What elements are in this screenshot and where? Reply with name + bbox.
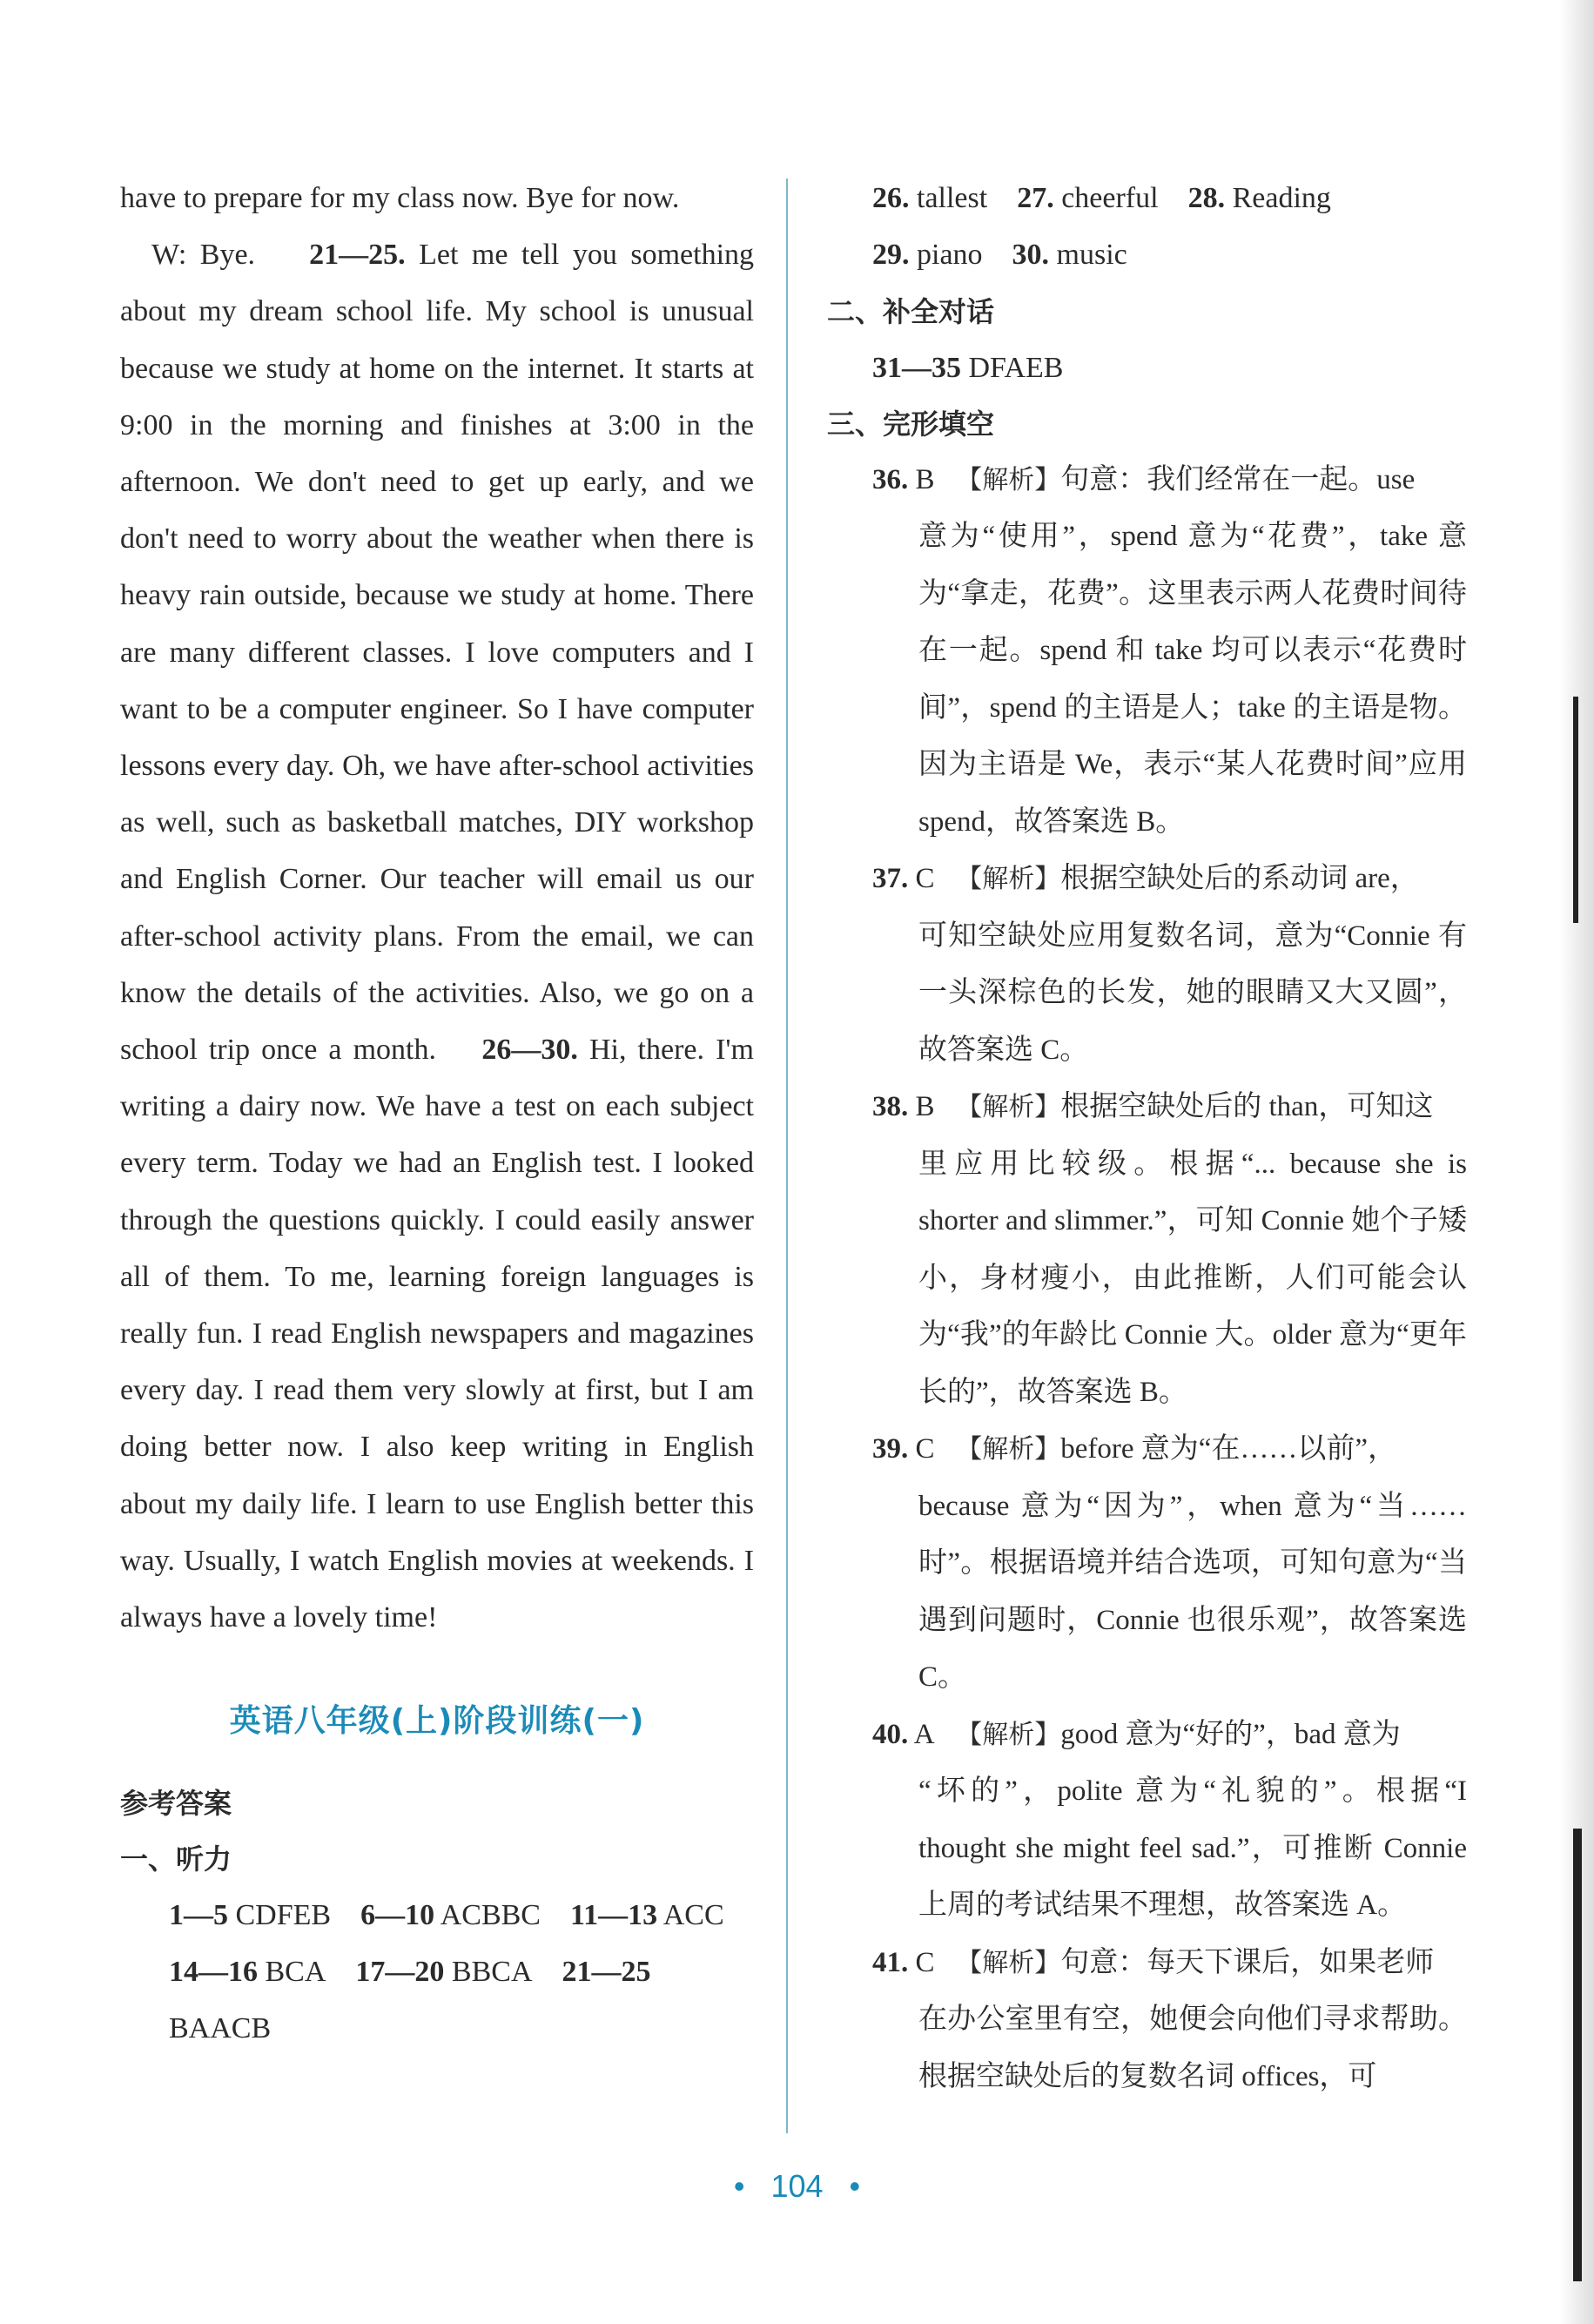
page-edge-mark [1573,1829,1582,2281]
answer-value: ACC [662,1899,724,1932]
right-column [827,170,1467,2105]
answer-num: 27. [1017,182,1054,214]
item-body: “坏的”，polite 意为“礼貌的”。根据“I thought she might feel sad.”，可推断 Connie 上周的考试结果不理想，故答案选 A。 [918,1775,1467,1922]
item-text: 句意：我们经常在一起。use [1060,463,1416,495]
fill-answer-row [827,226,1467,283]
page-footer [0,2168,1594,2205]
analysis-tag: 【解析】 [956,464,1061,495]
answer-num: 30. [1012,239,1050,272]
answer-value: CDFEB [235,1899,332,1932]
item-answer: B [915,1091,935,1123]
analysis-tag: 【解析】 [956,1719,1061,1750]
answer-num: 1—5 [169,1899,228,1932]
item-first-line [827,851,1467,908]
listening-answer-row [120,1887,754,1943]
item-first-line [827,1707,1467,1764]
cloze-item [827,1079,1467,1421]
paragraph [120,226,754,1646]
item-answer: C [915,863,935,895]
column-divider [786,179,788,2133]
left-column [120,170,754,2057]
item-text: good 意为“好的”，bad 意为 [1060,1718,1401,1750]
dialog-heading: 二、补全对话 [827,294,995,328]
item-text: before 意为“在……以前”， [1060,1433,1397,1465]
item-body: 里应用比较级。根据“... because she is shorter and slimmer.”，可知 Connie 她个子矮小，身材瘦小，由此推断，人们可能会认为“我”的年龄比 Connie 大。older 意为“更年长的”，故答案选 B。 [918,1148,1467,1408]
item-number: 37. [872,863,909,895]
speaker-label: W: Bye. [151,239,256,272]
dialog-answer-row [827,340,1467,396]
item-number: 39. [872,1433,909,1465]
bullet-right: • [849,2168,861,2204]
cloze-item [827,1707,1467,1935]
answer-value: cheerful [1061,182,1159,214]
item-number: 38. [872,1091,909,1123]
answer-num: 26. [872,182,910,214]
analysis-tag: 【解析】 [956,864,1061,895]
answer-value: BBCA [451,1956,533,1989]
analysis-tag: 【解析】 [956,1092,1061,1123]
item-number: 36. [872,463,909,495]
section-title: 英语八年级(上)阶段训练(一) [229,1703,645,1740]
answer-value: piano [917,239,983,272]
paragraph: have to prepare for my class now. Bye for now. [120,182,680,214]
answer-value: DFAEB [968,351,1064,384]
answer-value: Reading [1232,182,1331,214]
question-range: 21—25. [309,239,406,272]
cloze-heading: 三、完形填空 [827,407,995,441]
item-text: 根据空缺处后的 than，可知这 [1060,1091,1434,1123]
cloze-item [827,851,1467,1079]
page-edge-mark [1573,697,1578,923]
answer-num: 14—16 [169,1956,258,1989]
answer-value: tallest [917,182,988,214]
listening-answer-row [120,1943,754,2057]
answer-value: music [1056,239,1127,272]
bullet-left: • [733,2168,745,2204]
question-range: 26—30. [481,1034,578,1067]
item-answer: C [915,1946,935,1978]
answer-num: 21—25 [562,1956,651,1989]
answer-num: 29. [872,239,910,272]
item-text: 根据空缺处后的系动词 are， [1060,863,1419,895]
answer-num: 28. [1187,182,1226,214]
paragraph-text: Hi, there. I'm writing a dairy now. We have a test on each subject every term. Today we had an English test. I looked through the questions quickly. I could easily answer all of them. To me, learning foreign languages is really fun. I read English newspapers and magazines every day. I read them very slowly at first, but I am doing better now. I also keep writing in English about my daily life. I learn to use English better this way. Usually, I watch English movies at weekends. I always have a lovely time! [120,1034,754,1634]
item-body: 意为“使用”，spend 意为“花费”，take 意为“拿走，花费”。这里表示两人花费时间待在一起。spend 和 take 均可以表示“花费时间”，spend 的主语是人；take 的主语是物。因为主语是 We，表示“某人花费时间”应用 spend，故答案选 B。 [918,521,1467,838]
answer-num: 17—20 [355,1956,445,1989]
item-answer: B [915,463,935,495]
item-body: 可知空缺处应用复数名词，意为“Connie 有一头深棕色的长发，她的眼睛又大又圆”，故答案选 C。 [918,919,1467,1066]
analysis-tag: 【解析】 [956,1434,1061,1465]
listening-heading: 一、听力 [120,1842,232,1876]
answer-value: ACBBC [440,1899,541,1932]
answer-num: 6—10 [360,1899,435,1932]
answer-num: 31—35 [872,351,961,384]
item-first-line [827,1079,1467,1136]
item-body: 在办公室里有空，她便会向他们寻求帮助。根据空缺处后的复数名词 offices，可 [918,2004,1467,2092]
answer-num: 11—13 [569,1899,658,1932]
answer-heading: 参考答案 [120,1787,232,1821]
item-answer: C [915,1433,935,1465]
answer-value: BCA [265,1956,326,1989]
cloze-item [827,452,1467,852]
cloze-item [827,1421,1467,1707]
answer-value: BAACB [169,2012,272,2045]
fill-answer-row [827,170,1467,226]
item-text: 句意：每天下课后，如果老师 [1060,1946,1435,1978]
item-number: 40. [872,1718,909,1750]
item-first-line [827,1421,1467,1479]
cloze-item [827,1935,1467,2106]
item-first-line [827,1935,1467,1992]
item-number: 41. [872,1946,909,1978]
analysis-tag: 【解析】 [956,1947,1061,1978]
item-body: because 意为“因为”，when 意为“当……时”。根据语境并结合选项，可知句意为“当遇到问题时，Connie 也很乐观”，故答案选 C。 [918,1490,1467,1694]
item-answer: A [913,1718,935,1750]
item-first-line [827,452,1467,509]
paragraph-text: Let me tell you something about my dream school life. My school is unusual because we study at home on the internet. It starts at 9:00 in the morning and finishes at 3:00 in the afternoon. We don't need to get up early, and we don't need to worry about the weather when there is heavy rain outside, because we study at home. There are many different classes. I love computers and I want to be a computer engineer. So I have computer lessons every day. Oh, we have after-school activities as well, such as basketball matches, DIY workshop and English Corner. Our teacher will email us our after-school activity plans. From the email, we can know the details of the activities. Also, we go on a school trip once a month. [120,239,755,1067]
page-number: 104 [770,2168,824,2204]
